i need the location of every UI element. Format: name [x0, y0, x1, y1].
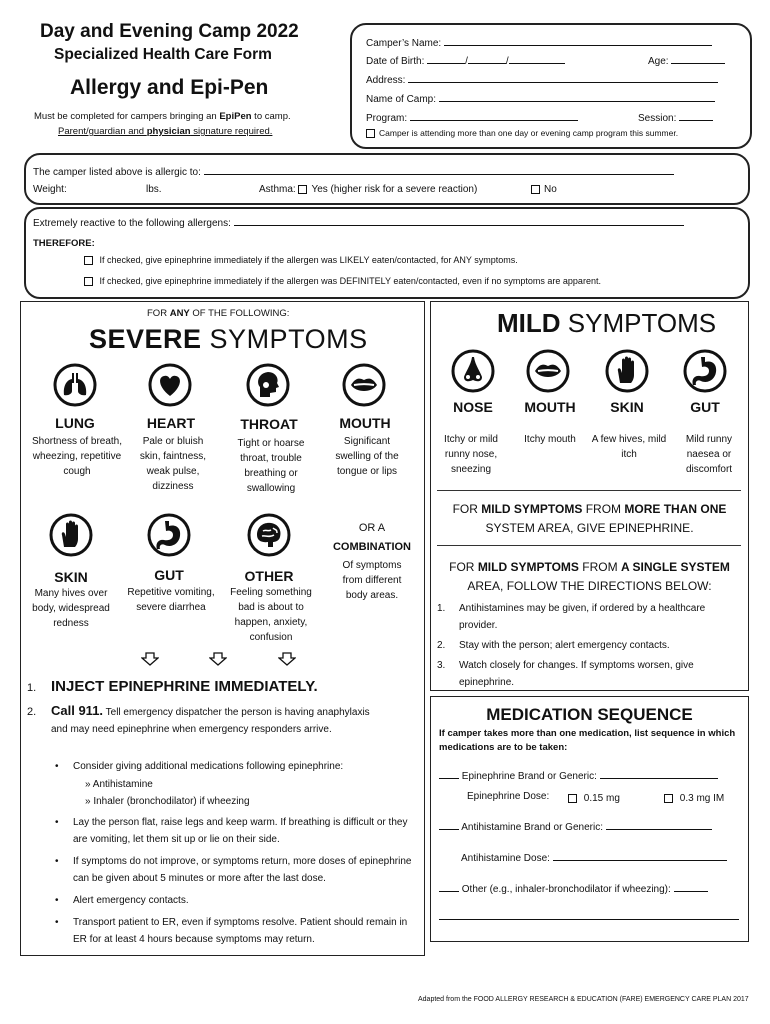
- gut-icon: [147, 513, 191, 557]
- definitely-checkbox[interactable]: [84, 277, 93, 286]
- mild-gut-desc: Mild runny naesea or discomfort: [685, 434, 733, 475]
- divider: [437, 545, 741, 546]
- lung-icon: [53, 363, 97, 407]
- reactive-row: Extremely reactive to the following allergens:: [33, 215, 684, 229]
- asthma-no-checkbox[interactable]: [531, 185, 540, 194]
- footer-credit: Adapted from the FOOD ALLERGY RESEARCH & EDUCATION (FARE) EMERGENCY CARE PLAN 2017: [418, 996, 749, 1003]
- mouth-icon: [526, 349, 570, 393]
- form-subtitle: Specialized Health Care Form: [54, 46, 272, 63]
- multi-program-row: Camper is attending more than one day or evening camp program this summer.: [366, 128, 678, 138]
- bullet-dot: •: [55, 817, 59, 828]
- allergy-box: [24, 153, 750, 205]
- medication-sequence-panel: [430, 696, 749, 942]
- gut-label: GUT: [154, 567, 184, 583]
- sub-bullet-antihistamine: » Antihistamine: [85, 779, 153, 790]
- dose-015-option: 0.15 mg: [568, 793, 620, 804]
- mild-skin-desc: A few hives, mild itch: [591, 434, 667, 460]
- camper-info-box: [350, 23, 752, 149]
- weight-label: Weight:: [33, 184, 67, 195]
- heart-icon: [148, 363, 192, 407]
- epipen-note: Must be completed for campers bringing an EpiPen to camp.: [34, 111, 291, 122]
- asthma-yes-checkbox[interactable]: [298, 185, 307, 194]
- mild-mouth-label: MOUTH: [524, 399, 576, 415]
- antihistamine-brand-field[interactable]: [606, 819, 712, 830]
- mild-step: 3. Watch closely for changes. If symptoms worsen, give epinephrine.: [437, 660, 694, 688]
- brain-icon: [247, 513, 291, 557]
- asthma-no-row: No: [531, 184, 557, 195]
- dose-015-checkbox[interactable]: [568, 794, 577, 803]
- severe-title: SEVERE SYMPTOMS: [89, 324, 368, 354]
- lung-label: LUNG: [55, 415, 95, 431]
- definitely-option-row: If checked, give epinephrine immediately if the allergen was DEFINITELY eaten/contacted, even if no symptoms are apparent.: [84, 276, 601, 286]
- skin-desc: Many hives over body, widespread redness: [32, 588, 110, 629]
- heart-desc: Pale or bluish skin, faintness, weak pulse, dizziness: [139, 436, 207, 492]
- epinephrine-brand-field[interactable]: [600, 768, 718, 779]
- other-desc: Feeling something bad is about to happen, anxiety, confusion: [230, 587, 312, 643]
- mild-mouth-desc: Itchy mouth: [524, 434, 576, 445]
- skin-icon: [605, 349, 649, 393]
- multi-system-instruction: FOR MILD SYMPTOMS FROM MORE THAN ONE SYSTEM AREA, GIVE EPINEPHRINE.: [452, 502, 727, 535]
- dob-year-field[interactable]: [509, 53, 565, 64]
- signature-note: Parent/guardian and physician signature required.: [58, 126, 273, 137]
- antihistamine-brand-row: Antihistamine Brand or Generic:: [439, 819, 712, 833]
- nose-label: NOSE: [453, 399, 493, 415]
- form-topic: Allergy and Epi-Pen: [70, 76, 269, 99]
- step2-number: 2.: [27, 706, 37, 718]
- reactive-box: [24, 207, 750, 299]
- allergic-row: The camper listed above is allergic to:: [33, 164, 674, 178]
- allergen-field[interactable]: [204, 164, 674, 175]
- combination-label: COMBINATION: [332, 541, 411, 553]
- mild-gut-label: GUT: [690, 399, 720, 415]
- likely-checkbox[interactable]: [84, 256, 93, 265]
- dob-day-field[interactable]: [468, 53, 506, 64]
- other-label: OTHER: [244, 568, 294, 584]
- bullet-dot: •: [55, 895, 59, 906]
- asthma-row: Asthma: Yes (higher risk for a severe reaction): [259, 184, 478, 195]
- therefore-label: THEREFORE:: [33, 238, 95, 249]
- mild-title: MILD SYMPTOMS: [497, 308, 717, 338]
- other-medication-field[interactable]: [674, 881, 708, 892]
- divider: [437, 490, 741, 491]
- mild-steps: [437, 600, 737, 691]
- bullet-item: • Transport patient to ER, even if symptoms resolve. Patient should remain in ER for at least 4 hours because symptoms may return.: [55, 914, 415, 948]
- mild-step: 1. Antihistamines may be given, if ordered by a healthcare provider.: [437, 603, 706, 631]
- severe-bullets: [55, 758, 415, 948]
- camper-name-field[interactable]: [444, 35, 712, 46]
- throat-desc: Tight or hoarse throat, trouble breathing or swallowing: [237, 438, 305, 494]
- antihistamine-dose-field[interactable]: [553, 850, 727, 861]
- gut-icon: [683, 349, 727, 393]
- down-arrow-icon: [141, 652, 159, 666]
- single-system-instruction: FOR MILD SYMPTOMS FROM A SINGLE SYSTEM AREA, FOLLOW THE DIRECTIONS BELOW:: [449, 560, 730, 593]
- bullet-dot: •: [55, 917, 59, 928]
- epinephrine-brand-row: Epinephrine Brand or Generic:: [439, 768, 718, 782]
- step1-number: 1.: [27, 682, 37, 694]
- other-order-field[interactable]: [439, 881, 459, 892]
- nose-desc: Itchy or mild runny nose, sneezing: [444, 434, 498, 475]
- bullet-dot: •: [55, 856, 59, 867]
- antihistamine-dose-row: Antihistamine Dose:: [461, 850, 727, 864]
- skin-icon: [49, 513, 93, 557]
- or-a-label: OR A: [358, 522, 386, 534]
- mouth-icon: [342, 363, 386, 407]
- camp-name-field[interactable]: [439, 91, 715, 102]
- lbs-label: lbs.: [146, 184, 162, 195]
- mild-step: 2. Stay with the person; alert emergency contacts.: [437, 640, 670, 651]
- program-field[interactable]: [410, 110, 578, 121]
- epinephrine-order-field[interactable]: [439, 768, 459, 779]
- medication-title: MEDICATION SEQUENCE: [486, 705, 693, 724]
- age-row: Age:: [648, 53, 725, 67]
- bullet-item: • Lay the person flat, raise legs and keep warm. If breathing is difficult or they are vomiting, let them sit up or lie on their side.: [55, 814, 415, 848]
- any-following-label: FOR ANY OF THE FOLLOWING:: [147, 308, 290, 319]
- antihistamine-order-field[interactable]: [439, 819, 459, 830]
- reactive-allergen-field[interactable]: [234, 215, 684, 226]
- epinephrine-dose-label: Epinephrine Dose:: [467, 791, 550, 802]
- gut-desc: Repetitive vomiting, severe diarrhea: [127, 587, 215, 613]
- down-arrow-icon: [209, 652, 227, 666]
- heart-label: HEART: [146, 415, 196, 431]
- bullet-item: • Alert emergency contacts.: [55, 892, 415, 909]
- throat-icon: [246, 363, 290, 407]
- form-title: Day and Evening Camp 2022: [40, 21, 299, 42]
- lung-desc: Shortness of breath, wheezing, repetitive cough: [31, 436, 123, 477]
- medication-subtitle: If camper takes more than one medication, list sequence in which medications are to be taken:: [439, 728, 736, 753]
- down-arrow-icon: [278, 652, 296, 666]
- mouth-label: MOUTH: [339, 415, 391, 431]
- inject-epinephrine-heading: INJECT EPINEPHRINE IMMEDIATELY.: [51, 678, 318, 695]
- dose-03-option: 0.3 mg IM: [664, 793, 724, 804]
- program-row: Program:: [366, 110, 578, 124]
- camper-name-row: Camper’s Name:: [366, 35, 712, 49]
- throat-label: THROAT: [240, 416, 298, 432]
- bullet-item: • If symptoms do not improve, or symptoms return, more doses of epinephrine can be given about 5 minutes or more after the last dose.: [55, 853, 415, 887]
- dob-row: Date of Birth: / /: [366, 53, 565, 67]
- session-row: Session:: [638, 110, 713, 124]
- multi-program-checkbox[interactable]: [366, 129, 375, 138]
- combination-desc: Of symptoms from different body areas.: [342, 560, 402, 601]
- dob-month-field[interactable]: [427, 53, 465, 64]
- other-medication-line[interactable]: [439, 919, 739, 920]
- age-field[interactable]: [671, 53, 725, 64]
- mouth-desc: Significant swelling of the tongue or lips: [335, 436, 399, 477]
- mild-skin-label: SKIN: [610, 399, 644, 415]
- session-field[interactable]: [679, 110, 713, 121]
- bullet-dot: •: [55, 761, 59, 772]
- address-field[interactable]: [408, 72, 718, 83]
- camp-name-row: Name of Camp:: [366, 91, 715, 105]
- sub-bullet-inhaler: » Inhaler (bronchodilator) if wheezing: [85, 796, 250, 807]
- address-row: Address:: [366, 72, 718, 86]
- other-medication-row: Other (e.g., inhaler-bronchodilator if wheezing):: [439, 881, 708, 895]
- bullet-item: • Consider giving additional medications following epinephrine:: [55, 758, 415, 775]
- dose-03-checkbox[interactable]: [664, 794, 673, 803]
- mild-symptoms-panel: [430, 301, 749, 691]
- call-911-step: Call 911. Tell emergency dispatcher the person is having anaphylaxis and may need epinephrine when emergency responders arrive.: [51, 703, 370, 735]
- severe-symptoms-panel: [20, 301, 425, 956]
- nose-icon: [451, 349, 495, 393]
- skin-label: SKIN: [54, 569, 88, 585]
- likely-option-row: If checked, give epinephrine immediately if the allergen was LIKELY eaten/contacted, for ANY symptoms.: [84, 255, 518, 265]
